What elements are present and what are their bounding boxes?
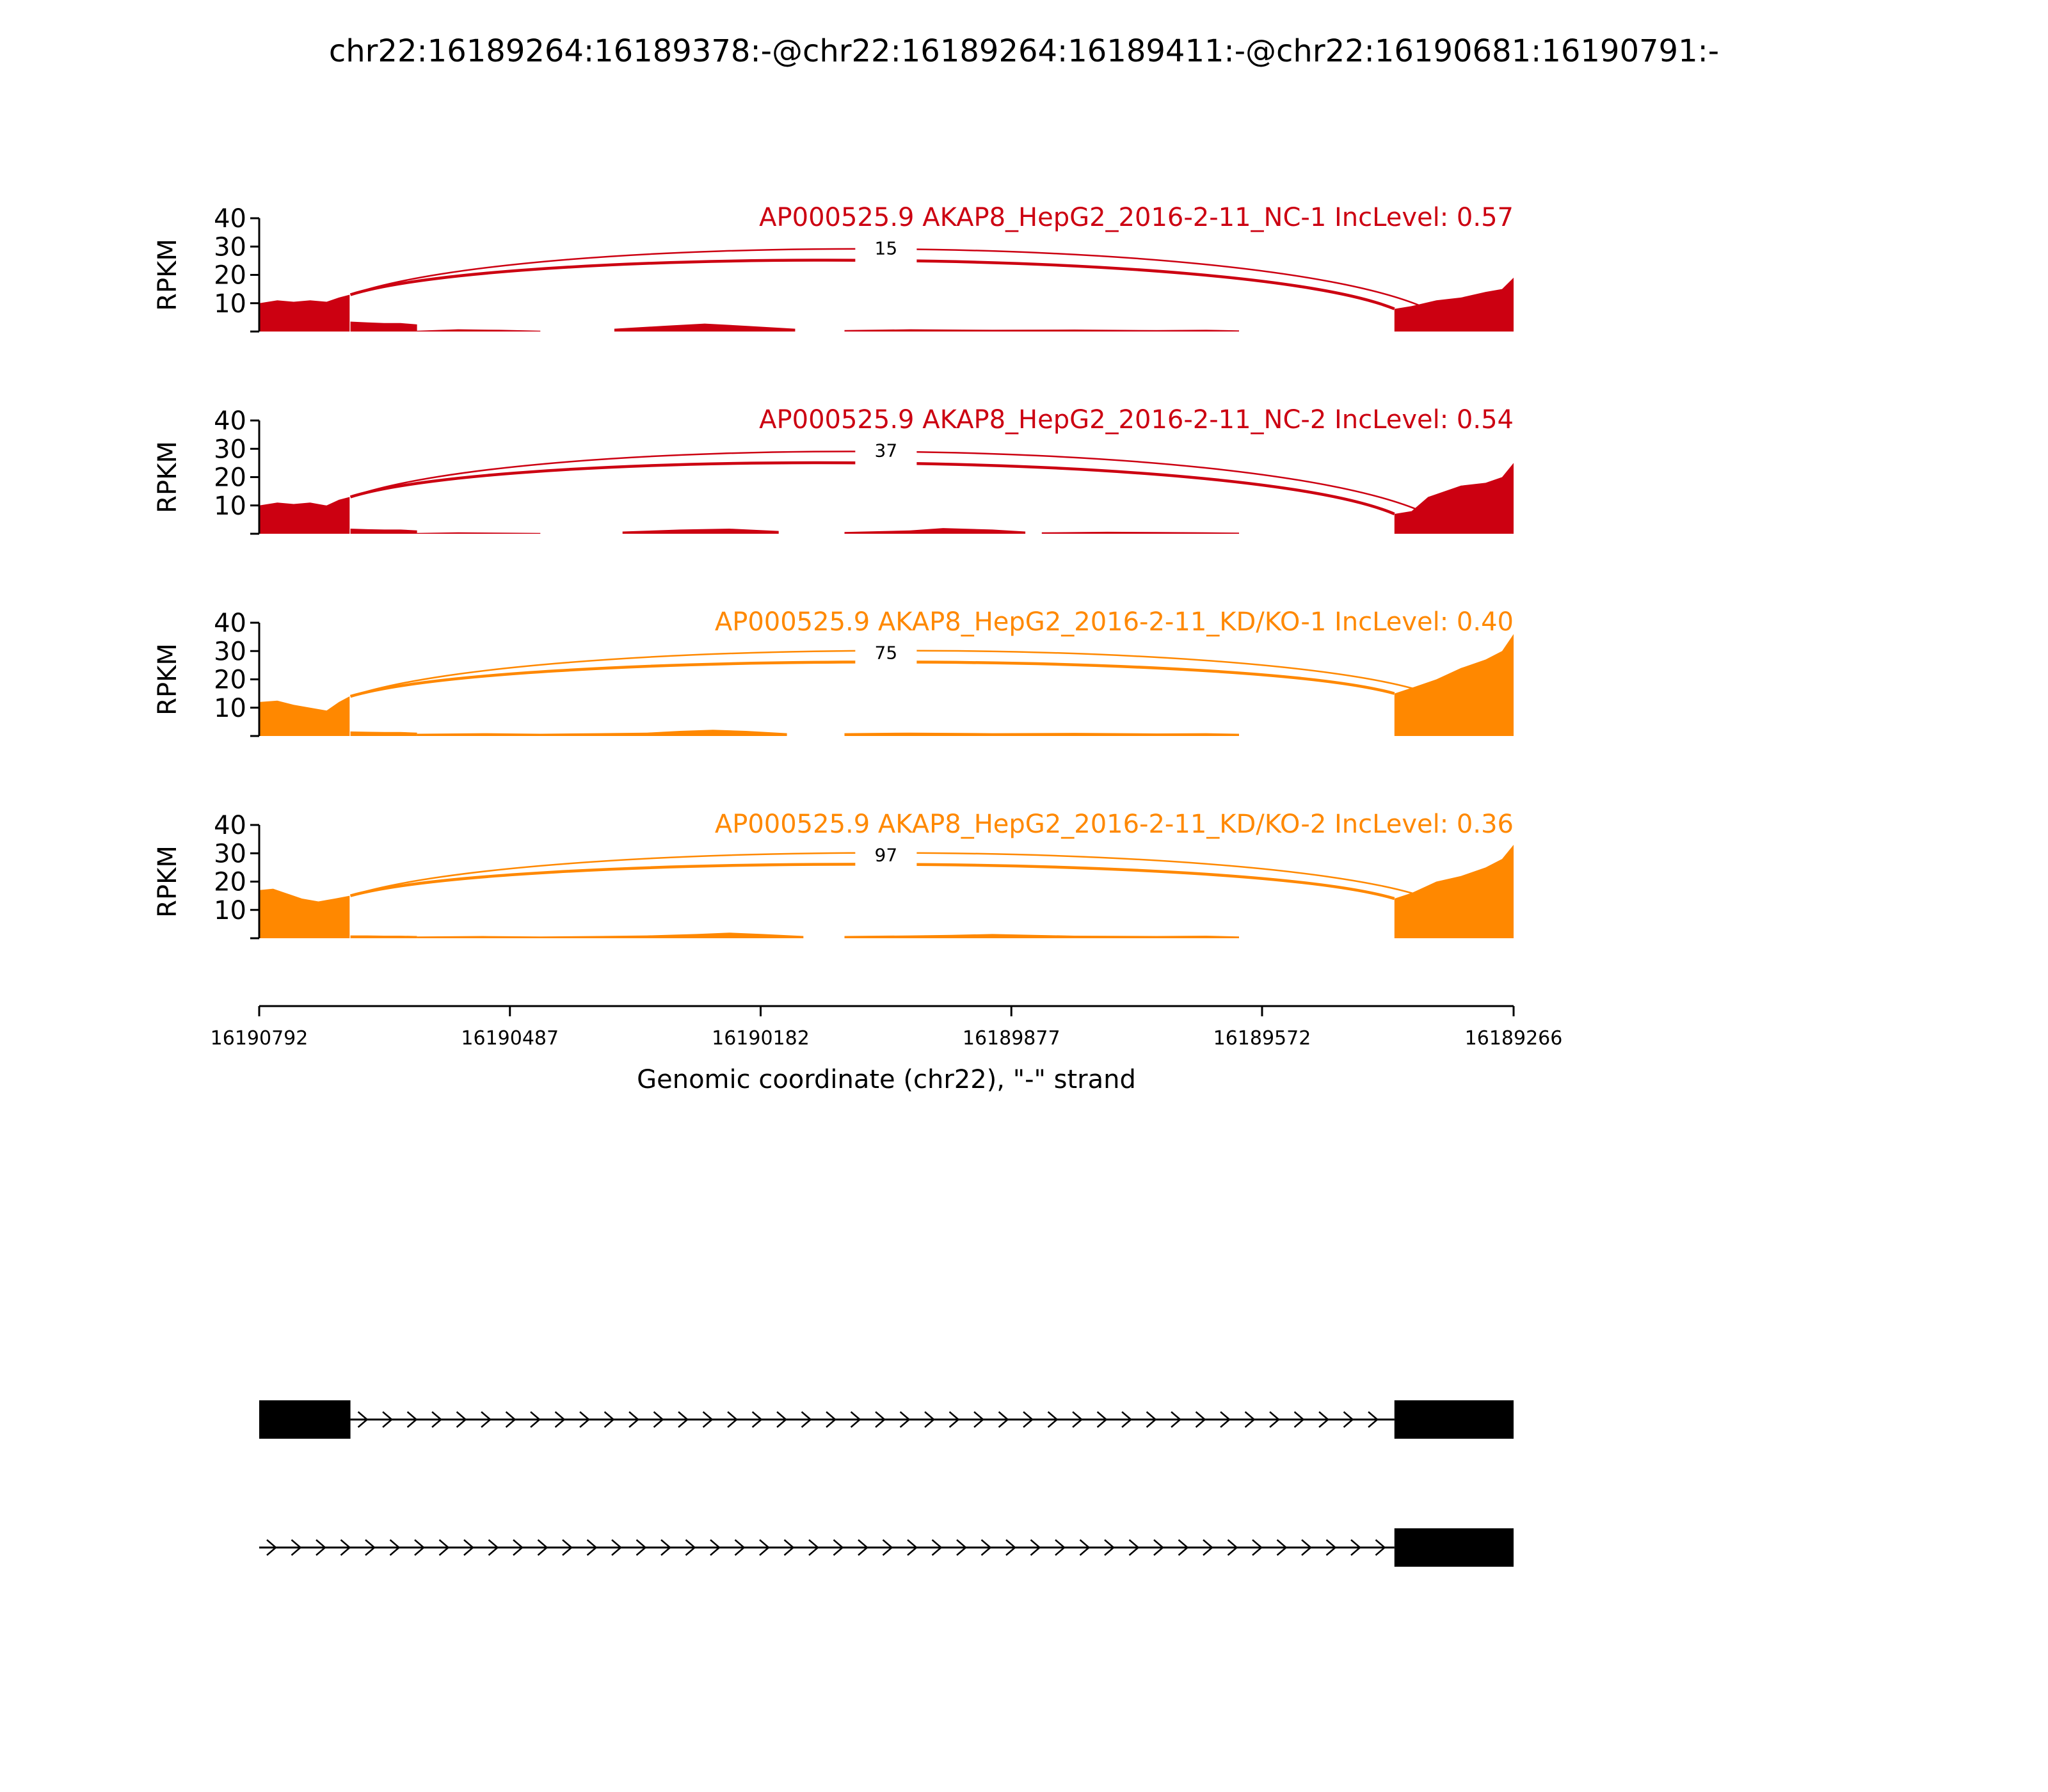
coverage-area-1-2 bbox=[351, 322, 417, 332]
coverage-area-4-2 bbox=[351, 936, 417, 938]
coverage-tracks bbox=[153, 203, 1514, 938]
exon-1-2 bbox=[1395, 1400, 1514, 1439]
y-tick-label-3-30: 30 bbox=[214, 637, 246, 667]
coverage-area-2-2 bbox=[351, 529, 417, 534]
coverage-area-4-4 bbox=[845, 934, 1240, 938]
y-tick-label-1-10: 10 bbox=[214, 289, 246, 319]
y-tick-label-1-40: 40 bbox=[214, 204, 246, 234]
exon-1-1 bbox=[259, 1400, 351, 1439]
x-tick-label-16189877: 16189877 bbox=[962, 1027, 1060, 1050]
transcript-2 bbox=[259, 1528, 1514, 1567]
coverage-area-2-5 bbox=[845, 528, 1026, 534]
x-tick-label-16190487: 16190487 bbox=[461, 1027, 559, 1050]
junction-count-label-2: 37 bbox=[874, 440, 898, 461]
y-tick-label-2-10: 10 bbox=[214, 491, 246, 521]
figure-title: chr22:16189264:16189378:-@chr22:16189264:16189411:-@chr22:16190681:16190791:- bbox=[328, 33, 1720, 69]
coverage-area-2-1 bbox=[259, 497, 349, 534]
coverage-area-2-6 bbox=[1042, 532, 1239, 534]
y-axis-label-1: RPKM bbox=[153, 239, 182, 311]
coverage-area-4-1 bbox=[259, 889, 349, 938]
transcript-1 bbox=[259, 1400, 1514, 1439]
coverage-area-2-3 bbox=[417, 532, 541, 534]
genomic-x-axis bbox=[211, 1006, 1563, 1094]
y-tick-label-3-10: 10 bbox=[214, 693, 246, 723]
junction-count-label-4: 97 bbox=[874, 844, 898, 866]
track-4 bbox=[153, 810, 1514, 938]
coverage-area-4-5 bbox=[1395, 845, 1514, 938]
coverage-area-1-3 bbox=[417, 330, 541, 332]
track-title-1: AP000525.9 AKAP8_HepG2_2016-2-11_NC-1 IncLevel: 0.57 bbox=[759, 203, 1514, 232]
coverage-area-3-3 bbox=[417, 730, 787, 736]
coverage-area-1-4 bbox=[614, 324, 796, 332]
coverage-area-3-1 bbox=[259, 696, 349, 736]
coverage-area-1-6 bbox=[1395, 278, 1514, 332]
track-title-2: AP000525.9 AKAP8_HepG2_2016-2-11_NC-2 IncLevel: 0.54 bbox=[759, 405, 1514, 435]
junction-count-label-1: 15 bbox=[874, 237, 898, 259]
coverage-area-3-5 bbox=[1395, 634, 1514, 736]
track-3 bbox=[153, 607, 1514, 736]
x-tick-label-16189572: 16189572 bbox=[1213, 1027, 1311, 1050]
junction-arc-inclusion-2 bbox=[351, 463, 1395, 514]
x-tick-label-16189266: 16189266 bbox=[1464, 1027, 1563, 1050]
y-tick-label-2-30: 30 bbox=[214, 435, 246, 465]
y-tick-label-1-20: 20 bbox=[214, 260, 246, 291]
coverage-area-2-7 bbox=[1395, 463, 1514, 534]
track-2 bbox=[153, 405, 1514, 534]
coverage-area-3-2 bbox=[351, 732, 417, 736]
x-tick-label-16190182: 16190182 bbox=[712, 1027, 810, 1050]
y-tick-label-4-40: 40 bbox=[214, 811, 246, 840]
transcript-models bbox=[259, 1400, 1514, 1567]
track-1 bbox=[153, 203, 1514, 332]
y-axis-label-3: RPKM bbox=[153, 643, 182, 716]
y-tick-label-4-10: 10 bbox=[214, 895, 246, 925]
exon-2-1 bbox=[1395, 1528, 1514, 1567]
y-axis-label-4: RPKM bbox=[153, 845, 182, 918]
y-tick-label-3-20: 20 bbox=[214, 665, 246, 695]
y-tick-label-4-20: 20 bbox=[214, 867, 246, 897]
track-title-3: AP000525.9 AKAP8_HepG2_2016-2-11_KD/KO-1 IncLevel: 0.40 bbox=[714, 607, 1514, 637]
track-title-4: AP000525.9 AKAP8_HepG2_2016-2-11_KD/KO-2 IncLevel: 0.36 bbox=[714, 810, 1514, 839]
coverage-area-3-4 bbox=[845, 733, 1240, 736]
junction-count-label-3: 75 bbox=[874, 642, 898, 664]
y-tick-label-3-40: 40 bbox=[214, 609, 246, 638]
coverage-area-2-4 bbox=[623, 529, 779, 534]
y-tick-label-1-30: 30 bbox=[214, 232, 246, 262]
x-axis-label: Genomic coordinate (chr22), "-" strand bbox=[637, 1065, 1136, 1094]
coverage-area-1-1 bbox=[259, 295, 349, 332]
y-tick-label-2-40: 40 bbox=[214, 406, 246, 436]
coverage-area-4-3 bbox=[417, 932, 804, 938]
y-tick-label-2-20: 20 bbox=[214, 463, 246, 493]
x-tick-label-16190792: 16190792 bbox=[210, 1027, 308, 1050]
coverage-area-1-5 bbox=[845, 330, 1240, 332]
y-tick-label-4-30: 30 bbox=[214, 839, 246, 869]
y-axis-label-2: RPKM bbox=[153, 441, 182, 513]
